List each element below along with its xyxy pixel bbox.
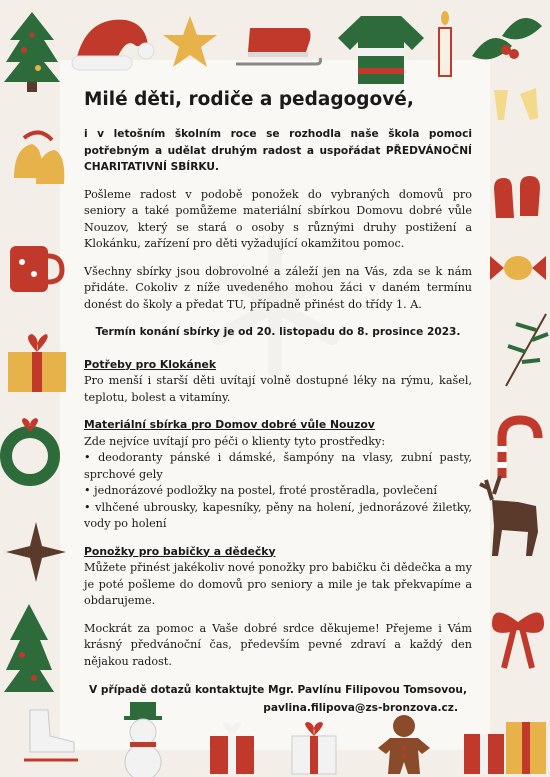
gift-icon: [2, 330, 78, 394]
intro-paragraph: i v letošním školním roce se rozhodla naše škola pomoci potřebným a udělat druhým radost a uspořádat PŘEDVÁNOČNÍ CHARITATIVNÍ SBÍRKU.: [84, 128, 472, 173]
section-socks-title: Ponožky pro babičky a dědečky: [84, 544, 276, 558]
mug-icon: [4, 238, 66, 298]
small-tree-icon: [2, 600, 56, 700]
list-item: • deodoranty pánské i dámské, šampóny na vlasy, zubní pasty, sprchové gely: [84, 451, 472, 481]
letter-heading: Milé děti, rodiče a pedagogové,: [84, 89, 414, 110]
pine-branch-icon: [496, 310, 550, 390]
gingerbread-icon: [376, 712, 432, 777]
contact-name: V případě dotazů kontaktujte Mgr. Pavlínu Filipovou Tomsovou,: [89, 684, 467, 696]
list-item: • vlhčené ubrousky, kapesníky, pěny na holení, jednorázové žiletky, vody po holení: [84, 500, 472, 530]
holly-icon: [462, 6, 548, 86]
santa-hat-icon: [66, 6, 156, 76]
paragraph-socks-and-collection: Pošleme radost v podobě ponožek do vybraných domovů pro seniory a také pomůžeme materiální sbírkou Domovu dobré vůle Nouzov, který se stará o osoby s různými druhy postižení a Klokánku, zařízení pro děti vyžadující okamžitou pomoc.: [84, 187, 472, 250]
section-klokanek-title: Potřeby pro Klokánek: [84, 357, 217, 371]
candy-icon: [488, 248, 548, 288]
section-socks-text: Můžete přinést jakékoliv nové ponožky pro babičku či dědečka a my je poté pošleme do domovů pro seniory a mile je tak překvapíme a obdarujeme.: [84, 561, 472, 607]
contact-email[interactable]: pavlina.filipova@zs-bronzova.cz.: [263, 702, 458, 714]
paragraph-voluntary: Všechny sbírky jsou dobrovolné a záleží jen na Vás, zda se k nám přidáte. Cokoliv z níže uvedeného mohou žáci v daném termínu donést do školy a předat TU, případně přinést do třídy 1. A.: [84, 264, 472, 311]
star-icon: [160, 12, 220, 72]
reindeer-icon: [478, 470, 550, 560]
list-item: • jednorázové podložky na postel, froté prostěradla, povlečení: [84, 484, 437, 497]
contact-block: [84, 681, 472, 717]
wreath-icon: [0, 414, 70, 494]
christmas-tree-icon: [2, 10, 62, 95]
gift-stack-icon: [460, 704, 550, 777]
gift-box-icon: [204, 720, 260, 777]
bells-icon: [4, 118, 74, 198]
section-socks: [84, 544, 472, 610]
collection-date: Termín konání sbírky je od 20. listopadu do 8. prosince 2023.: [95, 326, 461, 338]
candle-icon: [434, 10, 456, 80]
ribbon-bow-icon: [486, 602, 550, 672]
sled-icon: [230, 18, 325, 73]
gift-box-icon-2: [286, 720, 342, 777]
letter-content: [84, 88, 472, 717]
star-ornament-icon: [4, 520, 68, 584]
mittens-icon: [486, 168, 548, 228]
section-nouzov-text: Zde nejvíce uvítají pro péči o klienty tyto prostředky:: [84, 434, 386, 448]
closing-paragraph: Mockrát za pomoc a Vaše dobré srdce děkujeme! Přejeme i Vám krásný předvánoční čas, především pevné zdraví a každý den nějakou radost.: [84, 621, 472, 668]
sweater-icon: [336, 8, 426, 88]
section-nouzov: [84, 417, 472, 533]
section-nouzov-title: Materiální sbírka pro Domov dobré vůle Nouzov: [84, 418, 375, 431]
ice-skate-icon: [18, 706, 82, 766]
champagne-glasses-icon: [484, 80, 548, 160]
section-klokanek-text: Pro menší i starší děti uvítají volně dostupné léky na rýmu, kašel, teplotu, bolest a vitamíny.: [84, 374, 472, 404]
section-klokanek: [84, 357, 472, 407]
